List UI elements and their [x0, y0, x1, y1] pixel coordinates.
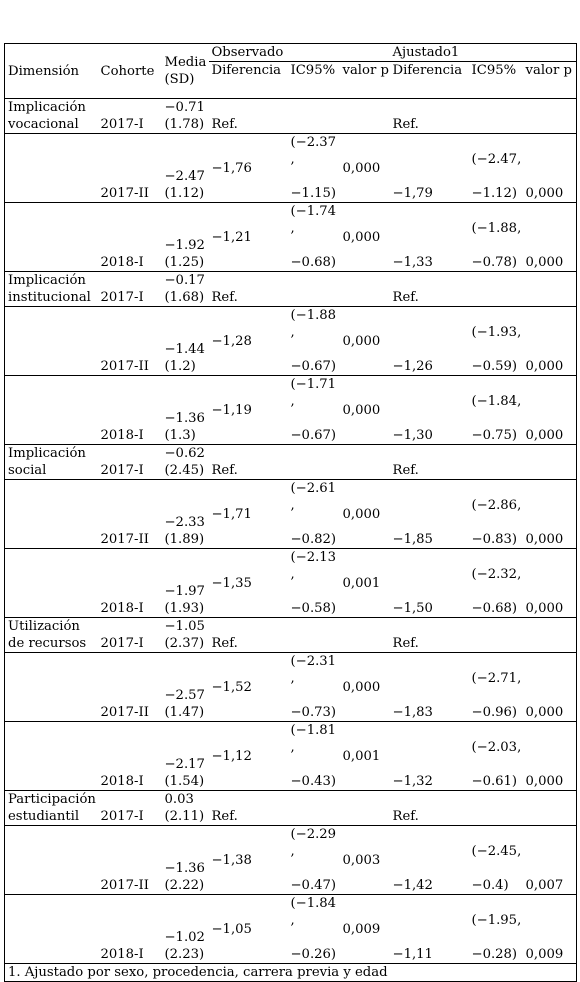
- obs-difference-cell: −1,35: [209, 549, 288, 618]
- obs-ci-cell-line1: (−2.37,: [290, 135, 337, 167]
- adj-ci-cell: [469, 791, 523, 826]
- obs-pvalue-cell: 0,000: [340, 480, 390, 549]
- obs-ci-cell-line1: (−1.81,: [290, 723, 337, 755]
- header-dimension: Dimensión: [5, 44, 98, 99]
- cohort-cell: 2017-II: [98, 134, 162, 203]
- obs-pvalue-cell: [340, 618, 390, 653]
- adj-ci-cell-line2: −0.28): [471, 947, 518, 962]
- table-row: [5, 826, 577, 895]
- mean-sd-cell: [162, 722, 209, 791]
- mean-sd-cell-line1: −0.17: [164, 273, 205, 288]
- adj-ci-cell-line2: −0.75): [471, 428, 518, 443]
- obs-pvalue-cell: 0,000: [340, 203, 390, 272]
- obs-ci-cell: [288, 99, 340, 134]
- obs-pvalue-cell: 0,000: [340, 307, 390, 376]
- mean-sd-cell-line1: −1.44: [164, 342, 205, 357]
- adj-pvalue-cell: 0,000: [523, 653, 577, 722]
- adj-difference-cell: −1,30: [390, 376, 469, 445]
- adj-pvalue-cell: [523, 618, 577, 653]
- obs-pvalue-cell: 0,003: [340, 826, 390, 895]
- dimension-cell: Implicación vocacional: [5, 99, 98, 134]
- cohort-cell: 2017-II: [98, 307, 162, 376]
- mean-sd-cell: [162, 653, 209, 722]
- adj-ci-cell: [469, 653, 523, 722]
- obs-ci-cell-line2: −0.67): [290, 428, 337, 443]
- adj-ci-cell-line1: (−1.93,: [471, 325, 522, 340]
- cohort-cell: 2018-I: [98, 895, 162, 964]
- mean-sd-cell-line1: −0.62: [164, 446, 205, 461]
- obs-ci-cell-line2: −0.67): [290, 359, 337, 374]
- adj-ci-cell-line1: (−2.45,: [471, 844, 522, 859]
- table-row: [5, 203, 577, 272]
- table-row: [5, 653, 577, 722]
- mean-sd-cell: [162, 445, 209, 480]
- mean-sd-cell-line1: −2.33: [164, 515, 205, 530]
- table-row: [5, 480, 577, 549]
- adj-ci-cell: [469, 203, 523, 272]
- obs-ci-cell-line1: (−2.31,: [290, 654, 337, 686]
- mean-sd-cell: [162, 99, 209, 134]
- header-obs-difference: Diferencia: [209, 62, 288, 99]
- dimension-cell: [5, 653, 98, 722]
- mean-sd-cell: [162, 272, 209, 307]
- obs-ci-cell: [288, 134, 340, 203]
- mean-sd-cell: [162, 203, 209, 272]
- mean-sd-cell-line1: −1.05: [164, 619, 205, 634]
- adj-ci-cell: [469, 376, 523, 445]
- obs-ci-cell: [288, 549, 340, 618]
- header-adj-ci95: IC95%: [469, 62, 523, 99]
- obs-difference-cell: −1,52: [209, 653, 288, 722]
- adj-difference-cell: −1,42: [390, 826, 469, 895]
- obs-difference-cell: Ref.: [209, 445, 288, 480]
- mean-sd-cell-line2: (2.22): [164, 878, 205, 893]
- table-row: [5, 134, 577, 203]
- mean-sd-cell-line1: −1.36: [164, 861, 205, 876]
- obs-pvalue-cell: 0,009: [340, 895, 390, 964]
- results-table: [4, 43, 577, 982]
- obs-pvalue-cell: 0,000: [340, 653, 390, 722]
- obs-ci-cell: [288, 653, 340, 722]
- adj-ci-cell-line1: (−2.32,: [471, 567, 522, 582]
- mean-sd-cell-line2: (1.93): [164, 601, 205, 616]
- obs-ci-cell-line1: (−1.88,: [290, 308, 337, 340]
- obs-difference-cell: Ref.: [209, 99, 288, 134]
- obs-pvalue-cell: [340, 99, 390, 134]
- obs-ci-cell-line1: (−2.61,: [290, 481, 337, 513]
- mean-sd-cell: [162, 549, 209, 618]
- obs-difference-cell: −1,21: [209, 203, 288, 272]
- table-row: [5, 272, 577, 307]
- mean-sd-cell-line1: −2.57: [164, 688, 205, 703]
- mean-sd-cell: [162, 618, 209, 653]
- obs-ci-cell: [288, 307, 340, 376]
- obs-difference-cell: −1,76: [209, 134, 288, 203]
- cohort-cell: 2017-I: [98, 618, 162, 653]
- adj-ci-cell: [469, 99, 523, 134]
- adj-pvalue-cell: 0,007: [523, 826, 577, 895]
- adj-ci-cell: [469, 549, 523, 618]
- obs-difference-cell: −1,12: [209, 722, 288, 791]
- adj-ci-cell: [469, 272, 523, 307]
- dimension-cell: [5, 134, 98, 203]
- dimension-cell: [5, 307, 98, 376]
- header-observed: Observado: [209, 44, 390, 62]
- adj-ci-cell-line1: (−1.84,: [471, 394, 522, 409]
- adj-pvalue-cell: 0,000: [523, 722, 577, 791]
- mean-sd-cell-line2: (1.89): [164, 532, 205, 547]
- adj-difference-cell: Ref.: [390, 99, 469, 134]
- adj-pvalue-cell: [523, 445, 577, 480]
- obs-ci-cell: [288, 480, 340, 549]
- mean-sd-cell-line2: (2.45): [164, 463, 205, 478]
- adj-pvalue-cell: [523, 99, 577, 134]
- mean-sd-cell-line2: (2.23): [164, 947, 205, 962]
- adj-ci-cell-line2: −0.68): [471, 601, 518, 616]
- adj-difference-cell: −1,85: [390, 480, 469, 549]
- adj-ci-cell: [469, 826, 523, 895]
- obs-ci-cell-line2: −0.47): [290, 878, 337, 893]
- mean-sd-cell-line2: (1.2): [164, 359, 196, 374]
- adj-ci-cell: [469, 722, 523, 791]
- adj-ci-cell-line1: (−2.71,: [471, 671, 522, 686]
- adj-ci-cell: [469, 445, 523, 480]
- adj-ci-cell-line2: −0.96): [471, 705, 518, 720]
- mean-sd-cell-line2: (1.47): [164, 705, 205, 720]
- cohort-cell: 2018-I: [98, 722, 162, 791]
- adj-difference-cell: Ref.: [390, 272, 469, 307]
- cohort-cell: 2018-I: [98, 203, 162, 272]
- adj-difference-cell: −1,79: [390, 134, 469, 203]
- mean-sd-cell-line2: (1.3): [164, 428, 196, 443]
- mean-sd-cell-line1: −2.47: [164, 169, 205, 184]
- obs-ci-cell-line2: −0.68): [290, 255, 337, 270]
- table-row: [5, 791, 577, 826]
- adj-difference-cell: −1,33: [390, 203, 469, 272]
- mean-sd-cell-line1: −1.97: [164, 584, 205, 599]
- obs-pvalue-cell: 0,001: [340, 722, 390, 791]
- obs-difference-cell: −1,71: [209, 480, 288, 549]
- mean-sd-cell-line2: (1.78): [164, 117, 205, 132]
- dimension-cell: Utilización de recursos: [5, 618, 98, 653]
- dimension-cell: [5, 826, 98, 895]
- obs-ci-cell: [288, 722, 340, 791]
- obs-ci-cell: [288, 445, 340, 480]
- adj-ci-cell: [469, 480, 523, 549]
- mean-sd-cell: [162, 480, 209, 549]
- adj-difference-cell: −1,32: [390, 722, 469, 791]
- obs-ci-cell: [288, 272, 340, 307]
- adj-ci-cell-line2: −0.83): [471, 532, 518, 547]
- obs-difference-cell: −1,28: [209, 307, 288, 376]
- cohort-cell: 2017-II: [98, 653, 162, 722]
- table-body: [5, 99, 577, 964]
- footnote: 1. Ajustado por sexo, procedencia, carrera previa y edad: [5, 964, 577, 982]
- adj-pvalue-cell: 0,000: [523, 134, 577, 203]
- cohort-cell: 2017-I: [98, 99, 162, 134]
- mean-sd-cell-line2: (2.11): [164, 809, 205, 824]
- adj-difference-cell: −1,83: [390, 653, 469, 722]
- cohort-cell: 2018-I: [98, 549, 162, 618]
- obs-ci-cell-line2: −1.15): [290, 186, 337, 201]
- adj-pvalue-cell: [523, 272, 577, 307]
- obs-ci-cell-line2: −0.26): [290, 947, 337, 962]
- cohort-cell: 2017-II: [98, 826, 162, 895]
- adj-pvalue-cell: 0,000: [523, 376, 577, 445]
- cohort-cell: 2018-I: [98, 376, 162, 445]
- obs-pvalue-cell: [340, 445, 390, 480]
- table-row: [5, 99, 577, 134]
- adj-pvalue-cell: 0,000: [523, 480, 577, 549]
- obs-ci-cell-line2: −0.43): [290, 774, 337, 789]
- obs-ci-cell-line1: (−2.13,: [290, 550, 337, 582]
- adj-ci-cell-line1: (−2.03,: [471, 740, 522, 755]
- adj-pvalue-cell: [523, 791, 577, 826]
- header-cohort: Cohorte: [98, 44, 162, 99]
- adj-difference-cell: Ref.: [390, 445, 469, 480]
- obs-difference-cell: −1,19: [209, 376, 288, 445]
- obs-difference-cell: −1,38: [209, 826, 288, 895]
- dimension-cell: [5, 376, 98, 445]
- adj-pvalue-cell: 0,009: [523, 895, 577, 964]
- adj-ci-cell-line2: −0.78): [471, 255, 518, 270]
- mean-sd-cell: [162, 307, 209, 376]
- mean-sd-cell: [162, 895, 209, 964]
- obs-ci-cell-line1: (−1.74,: [290, 204, 337, 236]
- table-row: [5, 895, 577, 964]
- adj-ci-cell: [469, 895, 523, 964]
- obs-ci-cell-line2: −0.82): [290, 532, 337, 547]
- cohort-cell: 2017-I: [98, 791, 162, 826]
- obs-ci-cell: [288, 826, 340, 895]
- obs-ci-cell: [288, 618, 340, 653]
- dimension-cell: [5, 480, 98, 549]
- adj-pvalue-cell: 0,000: [523, 307, 577, 376]
- header-adj-difference: Diferencia: [390, 62, 469, 99]
- mean-sd-cell-line2: (1.12): [164, 186, 205, 201]
- adj-ci-cell-line1: (−1.88,: [471, 221, 522, 236]
- table-row: [5, 618, 577, 653]
- mean-sd-cell-line1: −1.02: [164, 930, 205, 945]
- adj-ci-cell-line2: −0.61): [471, 774, 518, 789]
- dimension-cell: Participación estudiantil: [5, 791, 98, 826]
- table-row: [5, 445, 577, 480]
- cohort-cell: 2017-I: [98, 445, 162, 480]
- adj-difference-cell: Ref.: [390, 618, 469, 653]
- adj-pvalue-cell: 0,000: [523, 203, 577, 272]
- table-row: [5, 376, 577, 445]
- adj-ci-cell-line1: (−2.47,: [471, 152, 522, 167]
- adj-ci-cell-line1: (−2.86,: [471, 498, 522, 513]
- mean-sd-cell-line2: (1.25): [164, 255, 205, 270]
- obs-ci-cell-line2: −0.73): [290, 705, 337, 720]
- obs-ci-cell-line1: (−2.29,: [290, 827, 337, 859]
- obs-difference-cell: Ref.: [209, 618, 288, 653]
- adj-ci-cell: [469, 134, 523, 203]
- mean-sd-cell-line1: −0.71: [164, 100, 205, 115]
- dimension-cell: [5, 722, 98, 791]
- header-mean-sd: Media (SD): [162, 44, 209, 99]
- obs-pvalue-cell: 0,001: [340, 549, 390, 618]
- adj-difference-cell: −1,50: [390, 549, 469, 618]
- obs-ci-cell: [288, 203, 340, 272]
- adj-difference-cell: −1,26: [390, 307, 469, 376]
- mean-sd-cell: [162, 134, 209, 203]
- adj-difference-cell: −1,11: [390, 895, 469, 964]
- obs-ci-cell: [288, 791, 340, 826]
- header-obs-pvalue: valor p: [340, 62, 390, 99]
- obs-pvalue-cell: 0,000: [340, 134, 390, 203]
- obs-pvalue-cell: 0,000: [340, 376, 390, 445]
- obs-difference-cell: Ref.: [209, 791, 288, 826]
- mean-sd-cell: [162, 826, 209, 895]
- obs-ci-cell: [288, 895, 340, 964]
- adj-ci-cell-line1: (−1.95,: [471, 913, 522, 928]
- obs-ci-cell: [288, 376, 340, 445]
- obs-difference-cell: Ref.: [209, 272, 288, 307]
- obs-ci-cell-line1: (−1.71,: [290, 377, 337, 409]
- adj-ci-cell-line2: −0.4): [471, 878, 509, 893]
- mean-sd-cell-line1: 0.03: [164, 792, 194, 807]
- dimension-cell: [5, 895, 98, 964]
- cohort-cell: 2017-II: [98, 480, 162, 549]
- dimension-cell: [5, 203, 98, 272]
- obs-difference-cell: −1,05: [209, 895, 288, 964]
- header-adjusted: Ajustado1: [390, 44, 577, 62]
- adj-pvalue-cell: 0,000: [523, 549, 577, 618]
- mean-sd-cell-line2: (1.68): [164, 290, 205, 305]
- mean-sd-cell-line2: (2.37): [164, 636, 205, 651]
- table-row: [5, 307, 577, 376]
- mean-sd-cell-line1: −2.17: [164, 757, 205, 772]
- obs-pvalue-cell: [340, 272, 390, 307]
- adj-ci-cell-line2: −1.12): [471, 186, 518, 201]
- dimension-cell: Implicación social: [5, 445, 98, 480]
- adj-ci-cell: [469, 618, 523, 653]
- adj-ci-cell-line2: −0.59): [471, 359, 518, 374]
- table-row: [5, 722, 577, 791]
- header-adj-pvalue: valor p: [523, 62, 577, 99]
- mean-sd-cell: [162, 791, 209, 826]
- table-row: [5, 549, 577, 618]
- mean-sd-cell-line2: (1.54): [164, 774, 205, 789]
- mean-sd-cell: [162, 376, 209, 445]
- adj-ci-cell: [469, 307, 523, 376]
- mean-sd-cell-line1: −1.92: [164, 238, 205, 253]
- cohort-cell: 2017-I: [98, 272, 162, 307]
- obs-pvalue-cell: [340, 791, 390, 826]
- obs-ci-cell-line2: −0.58): [290, 601, 337, 616]
- dimension-cell: Implicación institucional: [5, 272, 98, 307]
- obs-ci-cell-line1: (−1.84,: [290, 896, 337, 928]
- dimension-cell: [5, 549, 98, 618]
- mean-sd-cell-line1: −1.36: [164, 411, 205, 426]
- header-obs-ci95: IC95%: [288, 62, 340, 99]
- adj-difference-cell: Ref.: [390, 791, 469, 826]
